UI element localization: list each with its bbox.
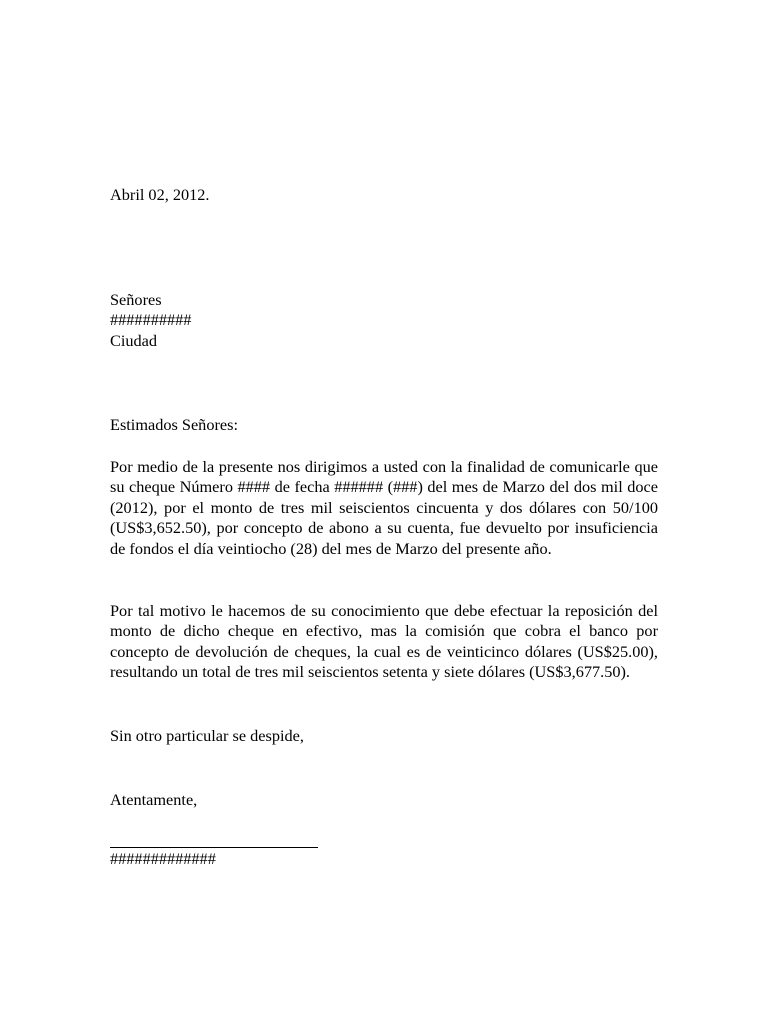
letter-date: Abril 02, 2012. [110,185,210,204]
closing-line: Sin otro particular se despide, [110,726,304,745]
signer-name: ############# [110,849,216,868]
recipient-name: ########## [110,310,192,329]
body-paragraph-1: Por medio de la presente nos dirigimos a usted con la finalidad de comunicarle que su cheque Número #### de fecha ###### (###) del mes de Marzo del dos mil doce (2012), por el monto de tres mil seiscientos cincuenta y dos dólares con 50/100 (US$3,652.50), por concepto de abono a su cuenta, fue devuelto por insuficiencia de fondos el día veintiocho (28) del mes de Marzo del presente año. [110,457,658,558]
salutation: Estimados Señores: [110,415,238,434]
body-paragraph-2: Por tal motivo le hacemos de su conocimiento que debe efectuar la reposición del monto de dicho cheque en efectivo, mas la comisión que cobra el banco por concepto de devolución de cheques, la cual es de veinticinco dólares (US$25.00), resultando un total de tres mil seiscientos setenta y siete dólares (US$3,677.50). [110,601,658,682]
recipient-title: Señores [110,290,162,309]
signature-line [110,847,318,848]
closing: Atentamente, [110,790,198,809]
recipient-city: Ciudad [110,331,158,350]
